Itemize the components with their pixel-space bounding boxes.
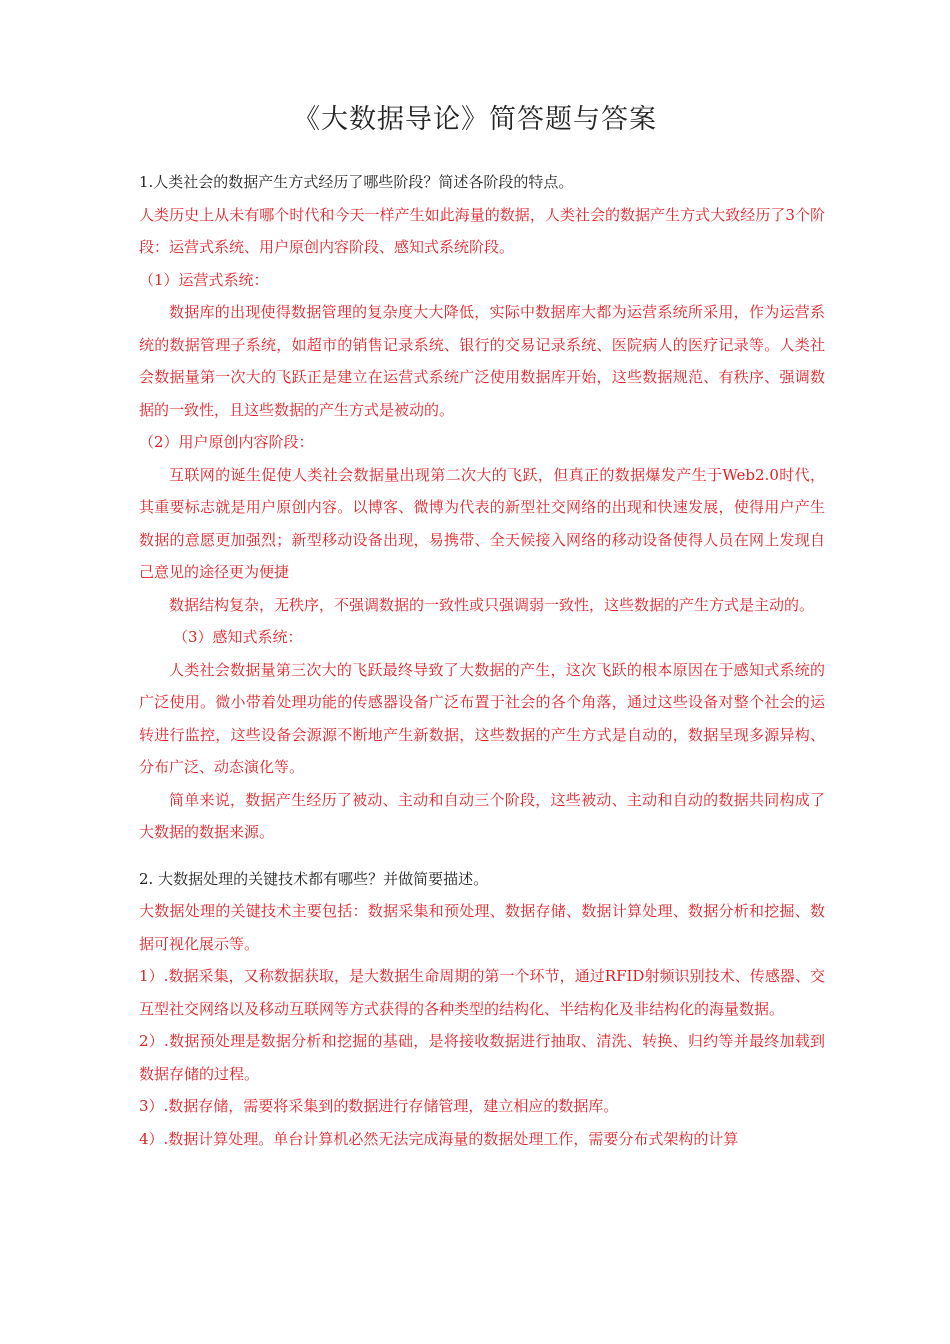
answer-2-intro: 大数据处理的关键技术主要包括：数据采集和预处理、数据存储、数据计算处理、数据分析和挖掘、数据可视化展示等。 — [139, 902, 825, 953]
question-1 — [139, 166, 825, 849]
answer-1-section-2-body: 互联网的诞生促使人类社会数据量出现第二次大的飞跃，但真正的数据爆发产生于Web2.0时代，其重要标志就是用户原创内容。以博客、微博为代表的新型社交网络的出现和快速发展，使得用户产生数据的意愿更加强烈；新型移动设备出现，易携带、全天候接入网络的移动设备使得人员在网上发现自己意见的途径更为便捷 — [139, 465, 825, 581]
question-2 — [139, 863, 825, 1156]
answer-1-section-2-heading: （2）用户原创内容阶段： — [139, 433, 314, 451]
answer-1-intro: 人类历史上从未有哪个时代和今天一样产生如此海量的数据，人类社会的数据产生方式大致经历了3个阶段：运营式系统、用户原创内容阶段、感知式系统阶段。 — [139, 205, 825, 256]
answer-1-section-3-body: 人类社会数据量第三次大的飞跃最终导致了大数据的产生，这次飞跃的根本原因在于感知式系统的广泛使用。微小带着处理功能的传感器设备广泛布置于社会的各个角落，通过这些设备对整个社会的运转进行监控，这些设备会源源不断地产生新数据，这些数据的产生方式是自动的，数据呈现多源异构、分布广泛、动态演化等。 — [139, 660, 825, 776]
document-body — [139, 166, 825, 1155]
answer-2-item-3: 3）.数据存储，需要将采集到的数据进行存储管理，建立相应的数据库。 — [139, 1097, 619, 1115]
answer-2-item-2: 2）.数据预处理是数据分析和挖掘的基础，是将接收数据进行抽取、清洗、转换、归约等并最终加载到数据存储的过程。 — [139, 1032, 825, 1083]
answer-1-section-1-heading: （1）运营式系统： — [139, 270, 269, 289]
question-2-text: 2. 大数据处理的关键技术都有哪些？并做简要描述。 — [139, 869, 489, 888]
answer-2-item-1: 1）.数据采集，又称数据获取，是大数据生命周期的第一个环节，通过RFID射频识别技术、传感器、交互型社交网络以及移动互联网等方式获得的各种类型的结构化、半结构化及非结构化的海量数据。 — [139, 967, 825, 1018]
question-1-text: 1.人类社会的数据产生方式经历了哪些阶段？简述各阶段的特点。 — [139, 173, 574, 191]
answer-2-item-4: 4）.数据计算处理。单台计算机必然无法完成海量的数据处理工作，需要分布式架构的计算 — [139, 1129, 739, 1148]
answer-1-summary: 简单来说，数据产生经历了被动、主动和自动三个阶段，这些被动、主动和自动的数据共同构成了大数据的数据来源。 — [139, 790, 825, 841]
answer-1-section-2-structure: 数据结构复杂，无秩序，不强调数据的一致性或只强调弱一致性，这些数据的产生方式是主动的。 — [169, 595, 815, 614]
answer-1-section-3-heading: （3）感知式系统： — [173, 628, 303, 646]
answer-1-section-1-body: 数据库的出现使得数据管理的复杂度大大降低，实际中数据库大都为运营系统所采用，作为运营系统的数据管理子系统，如超市的销售记录系统、银行的交易记录系统、医院病人的医疗记录等。人类社会数据量第一次大的飞跃正是建立在运营式系统广泛使用数据库开始，这些数据规范、有秩序、强调数据的一致性，且这些数据的产生方式是被动的。 — [139, 303, 825, 419]
document-title: 《大数据导论》简答题与答案 — [293, 104, 657, 135]
